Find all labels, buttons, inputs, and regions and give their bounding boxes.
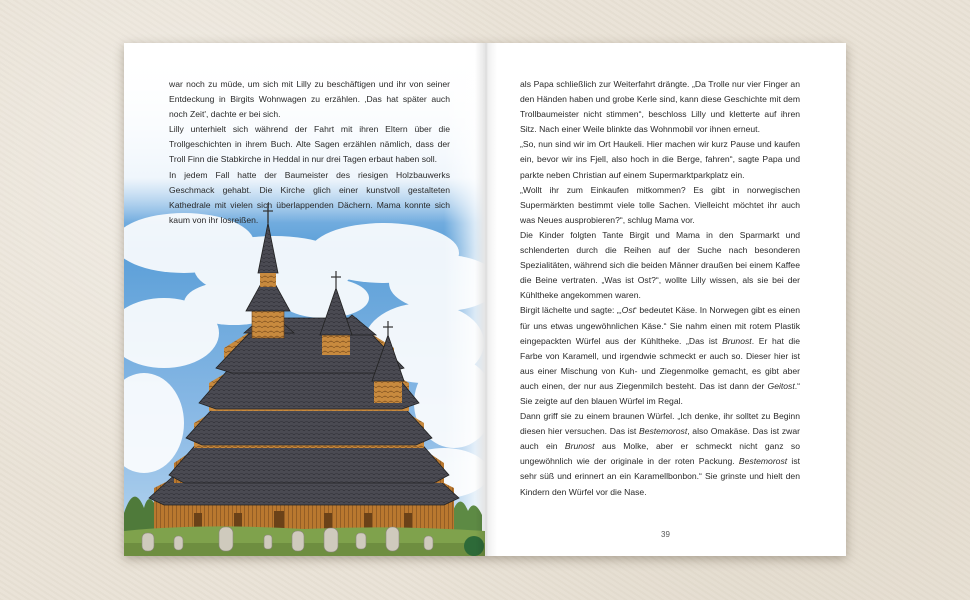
right-paragraph — [520, 409, 800, 500]
text-run: „Wollt ihr zum Einkaufen mitkommen? Es gibt in norwegischen Supermärkten bestimmt viele tolle Sachen. Vielleicht möchtet ihr auch was Neues ausprobieren?“, schlug Mama vor. — [520, 184, 800, 225]
text-run: .“ Sie zeigte auf den blauen Würfel im Regal. — [520, 380, 800, 406]
italic-term: Bestemorost — [638, 426, 688, 437]
page-edge-fade — [444, 43, 485, 556]
text-run: , also Omakäse. Das ist zwar auch ein — [520, 426, 800, 452]
left-paragraph: In jedem Fall hatte der Baumeister des riesigen Holzbauwerks Geschmack gehabt. Die Kirche glich einer kunstvoll gestalteten Kathedrale mit vielen sich überlappenden Dächern. Mama konnte sich kaum von ihr losreißen. — [169, 169, 450, 225]
left-page — [124, 43, 485, 556]
text-run: als Papa schließlich zur Weiterfahrt drängte. „Da Trolle nur vier Finger an den Händen haben und grobe Kerle sind, kann diese Geschichte mit dem Trollbaumeister nicht stimmen“, beschloss Lilly und kletterte auf ihren Sitz. Nach einer Weile blinkte das Wohnmobil vor ihnen erneut. — [520, 79, 800, 135]
right-page — [485, 43, 846, 556]
left-paragraph: Lilly unterhielt sich während der Fahrt mit ihren Eltern über die Trollgeschichten in ihrem Buch. Alte Sagen erzählen nämlich, dass der Troll Finn die Stabkirche in Heddal in nur drei Tagen erbaut haben soll. — [169, 124, 450, 165]
book-spread — [124, 43, 846, 556]
right-body-text — [520, 77, 800, 500]
right-paragraph — [520, 183, 800, 228]
italic-term: Brunost — [564, 441, 595, 452]
left-paragraph: war noch zu müde, um sich mit Lilly zu beschäftigen und ihr von seiner Entdeckung in Birgits Wohnwagen zu erzählen. ‚Das hat später auch noch Zeit', dachte er bei sich. — [169, 79, 450, 120]
right-paragraph — [520, 137, 800, 182]
italic-term: Ost — [621, 305, 636, 316]
right-paragraph — [520, 303, 800, 409]
text-run: aus Molke, aber er schmeckt nicht ganz so ungewöhnlich wie der originale in der roten Packung. — [520, 441, 800, 467]
right-paragraph — [520, 228, 800, 303]
text-run: Birgit lächelte und sagte: „‚ — [520, 305, 622, 316]
text-run: Die Kinder folgten Tante Birgit und Mama in den Sparmarkt und schlenderten durch die Reihen auf der Suche nach besonderen Spezialitäten, während sich die beiden Männer draußen bei einem Kaffee die Beine vertraten. „Was ist Ost?“, wollte Lilly wissen, als sie bei der Kühltheke angekommen waren. — [520, 229, 800, 301]
text-run: ‘ bedeutet Käse. In Norwegen gibt es einen für uns etwas ungewöhnlichen Käse.“ Sie nahm einen mit rotem Plastik eingepackten Würfel aus der Kühltheke. „Das ist — [520, 305, 800, 346]
italic-term: Brunost — [722, 335, 752, 346]
text-run: ist sehr süß und erinnert an ein Karamellbonbon.“ Sie grinste und hielt den Kindern den Würfel vor die Nase. — [520, 456, 801, 497]
italic-term: Geitost — [767, 380, 795, 391]
text-run: „So, nun sind wir im Ort Haukeli. Hier machen wir kurz Pause und kaufen ein, bevor wir ins Fjell, also hoch in die Berge, fahren“, sagte Papa und parkte neben Christian auf einem Supermarktparkplatz ein. — [520, 139, 800, 180]
page-number: 39 — [661, 530, 670, 539]
right-paragraph — [520, 77, 800, 137]
left-body-text — [169, 77, 450, 228]
italic-term: Bestemorost — [738, 456, 788, 467]
text-run: . Er hat die Farbe von Karamell, und irgendwie schmeckt er auch so. Dieser hier ist aus einer Mischung von Kuh- und Ziegenmolke gemacht, es gibt aber auch einen, der nur aus Ziegenmilch besteht. Das ist dann der — [520, 335, 801, 391]
graveyard — [124, 526, 485, 556]
text-run: Dann griff sie zu einem braunen Würfel. „Ich denke, ihr solltet zu Beginn diesen hier versuchen. Das ist — [520, 411, 800, 437]
